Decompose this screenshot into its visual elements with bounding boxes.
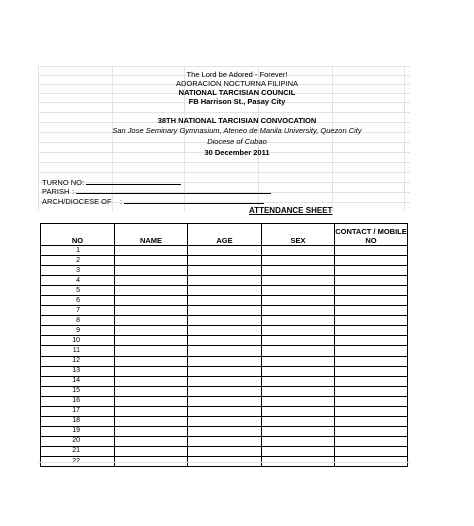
table-header-row <box>41 224 408 246</box>
age-cell[interactable] <box>188 416 262 426</box>
age-cell[interactable] <box>188 316 262 326</box>
attendance-table <box>40 223 408 467</box>
council-address: FB Harrison St., Pasay City <box>188 97 286 106</box>
column-header-sex: SEX <box>262 224 335 246</box>
row-number: 17 <box>41 406 115 416</box>
diocese-name: Diocese of Cubao <box>207 137 267 146</box>
row-number: 16 <box>41 396 115 406</box>
contact-cell[interactable] <box>335 406 408 416</box>
arch-diocese-colon: : <box>120 197 123 206</box>
contact-cell[interactable] <box>335 256 408 266</box>
row-number: 3 <box>41 266 115 276</box>
row-number: 9 <box>41 326 115 336</box>
age-cell[interactable] <box>188 336 262 346</box>
sex-cell[interactable] <box>262 246 335 256</box>
name-cell[interactable] <box>115 276 188 286</box>
age-cell[interactable] <box>188 256 262 266</box>
name-cell[interactable] <box>115 436 188 446</box>
age-cell[interactable] <box>188 246 262 256</box>
contact-cell[interactable] <box>335 416 408 426</box>
age-cell[interactable] <box>188 296 262 306</box>
arch-diocese-input-line[interactable] <box>124 196 264 204</box>
parish-field <box>42 186 271 196</box>
table-row <box>41 336 408 346</box>
age-cell[interactable] <box>188 396 262 406</box>
age-cell[interactable] <box>188 276 262 286</box>
motto-text: The Lord be Adored - Forever! <box>186 70 288 79</box>
name-cell[interactable] <box>115 346 188 356</box>
name-cell[interactable] <box>115 406 188 416</box>
row-number: 14 <box>41 376 115 386</box>
turno-colon: : <box>82 178 85 187</box>
table-row <box>41 356 408 366</box>
sex-cell[interactable] <box>262 326 335 336</box>
contact-cell[interactable] <box>335 276 408 286</box>
contact-cell[interactable] <box>335 306 408 316</box>
row-number: 11 <box>41 346 115 356</box>
age-cell[interactable] <box>188 306 262 316</box>
sex-cell[interactable] <box>262 286 335 296</box>
age-cell[interactable] <box>188 426 262 436</box>
name-cell[interactable] <box>115 316 188 326</box>
sex-cell[interactable] <box>262 446 335 456</box>
name-cell[interactable] <box>115 446 188 456</box>
contact-cell[interactable] <box>335 336 408 346</box>
age-cell[interactable] <box>188 366 262 376</box>
table-row <box>41 246 408 256</box>
row-number: 15 <box>41 386 115 396</box>
table-row <box>41 256 408 266</box>
sex-cell[interactable] <box>262 256 335 266</box>
sex-cell[interactable] <box>262 336 335 346</box>
table-row <box>41 276 408 286</box>
contact-cell[interactable] <box>335 356 408 366</box>
table-row <box>41 266 408 276</box>
arch-diocese-label: ARCH/DIOCESE OF <box>42 197 112 206</box>
name-cell[interactable] <box>115 336 188 346</box>
name-cell[interactable] <box>115 266 188 276</box>
name-cell[interactable] <box>115 246 188 256</box>
age-cell[interactable] <box>188 266 262 276</box>
table-row <box>41 416 408 426</box>
row-number: 7 <box>41 306 115 316</box>
contact-cell[interactable] <box>335 316 408 326</box>
name-cell[interactable] <box>115 356 188 366</box>
contact-cell[interactable] <box>335 286 408 296</box>
table-row <box>41 286 408 296</box>
name-cell[interactable] <box>115 306 188 316</box>
sex-cell[interactable] <box>262 346 335 356</box>
sex-cell[interactable] <box>262 296 335 306</box>
sex-cell[interactable] <box>262 426 335 436</box>
contact-cell[interactable] <box>335 266 408 276</box>
sex-cell[interactable] <box>262 356 335 366</box>
contact-cell[interactable] <box>335 346 408 356</box>
contact-cell[interactable] <box>335 376 408 386</box>
age-cell[interactable] <box>188 406 262 416</box>
contact-cell[interactable] <box>335 426 408 436</box>
name-cell[interactable] <box>115 416 188 426</box>
name-cell[interactable] <box>115 296 188 306</box>
contact-cell[interactable] <box>335 386 408 396</box>
organization-name: ADORACION NOCTURNA FILIPINA <box>175 79 299 88</box>
name-cell[interactable] <box>115 326 188 336</box>
row-number: 1 <box>41 246 115 256</box>
age-cell[interactable] <box>188 346 262 356</box>
name-cell[interactable] <box>115 366 188 376</box>
row-number: 2 <box>41 256 115 266</box>
sex-cell[interactable] <box>262 436 335 446</box>
row-number: 18 <box>41 416 115 426</box>
name-cell[interactable] <box>115 386 188 396</box>
row-number: 12 <box>41 356 115 366</box>
table-row <box>41 446 408 456</box>
row-number: 20 <box>41 436 115 446</box>
age-cell[interactable] <box>188 436 262 446</box>
sex-cell[interactable] <box>262 366 335 376</box>
age-cell[interactable] <box>188 386 262 396</box>
attendance-sheet-title: ATTENDANCE SHEET <box>249 206 333 215</box>
turno-label: TURNO NO <box>42 178 82 187</box>
age-cell[interactable] <box>188 326 262 336</box>
age-cell[interactable] <box>188 446 262 456</box>
row-number: 6 <box>41 296 115 306</box>
name-cell[interactable] <box>115 256 188 266</box>
event-date: 30 December 2011 <box>204 148 270 157</box>
row-number: 22 <box>41 456 115 466</box>
row-number: 13 <box>41 366 115 376</box>
row-number: 10 <box>41 336 115 346</box>
parish-input-line[interactable] <box>76 186 271 194</box>
table-row <box>41 306 408 316</box>
table-row <box>41 346 408 356</box>
sex-cell[interactable] <box>262 306 335 316</box>
contact-cell[interactable] <box>335 326 408 336</box>
table-row <box>41 386 408 396</box>
age-cell[interactable] <box>188 376 262 386</box>
row-number: 19 <box>41 426 115 436</box>
sex-cell[interactable] <box>262 386 335 396</box>
contact-cell[interactable] <box>335 436 408 446</box>
column-header-age: AGE <box>188 224 262 246</box>
table-row <box>41 426 408 436</box>
column-header-no: NO <box>41 224 115 246</box>
name-cell[interactable] <box>115 396 188 406</box>
table-row <box>41 376 408 386</box>
table-row <box>41 406 408 416</box>
parish-colon: : <box>72 187 75 196</box>
row-number: 21 <box>41 446 115 456</box>
table-row <box>41 366 408 376</box>
table-row <box>41 326 408 336</box>
table-row <box>41 396 408 406</box>
council-name: NATIONAL TARCISIAN COUNCIL <box>178 88 296 97</box>
name-cell[interactable] <box>115 426 188 436</box>
table-row <box>41 296 408 306</box>
row-number: 8 <box>41 316 115 326</box>
sex-cell[interactable] <box>262 406 335 416</box>
name-cell[interactable] <box>115 376 188 386</box>
contact-cell[interactable] <box>335 296 408 306</box>
age-cell[interactable] <box>188 286 262 296</box>
row-number: 5 <box>41 286 115 296</box>
contact-cell[interactable] <box>335 446 408 456</box>
contact-cell[interactable] <box>335 366 408 376</box>
sex-cell[interactable] <box>262 416 335 426</box>
event-title: 38TH NATIONAL TARCISIAN CONVOCATION <box>157 116 317 125</box>
sex-cell[interactable] <box>262 316 335 326</box>
age-cell[interactable] <box>188 356 262 366</box>
column-header-name: NAME <box>115 224 188 246</box>
arch-diocese-field <box>42 196 264 206</box>
sex-cell[interactable] <box>262 396 335 406</box>
name-cell[interactable] <box>115 286 188 296</box>
sex-cell[interactable] <box>262 276 335 286</box>
parish-label: PARISH <box>42 187 70 196</box>
contact-cell[interactable] <box>335 246 408 256</box>
table-row <box>41 316 408 326</box>
event-venue: San Jose Seminary Gymnasium, Ateneo de Manila University, Quezon City <box>112 126 362 135</box>
row-number: 4 <box>41 276 115 286</box>
turno-input-line[interactable] <box>86 177 181 185</box>
table-row <box>41 436 408 446</box>
sex-cell[interactable] <box>262 376 335 386</box>
sex-cell[interactable] <box>262 266 335 276</box>
column-header-contact: CONTACT / MOBILE NO <box>335 224 408 246</box>
gridline-bottom <box>38 462 410 463</box>
contact-cell[interactable] <box>335 396 408 406</box>
